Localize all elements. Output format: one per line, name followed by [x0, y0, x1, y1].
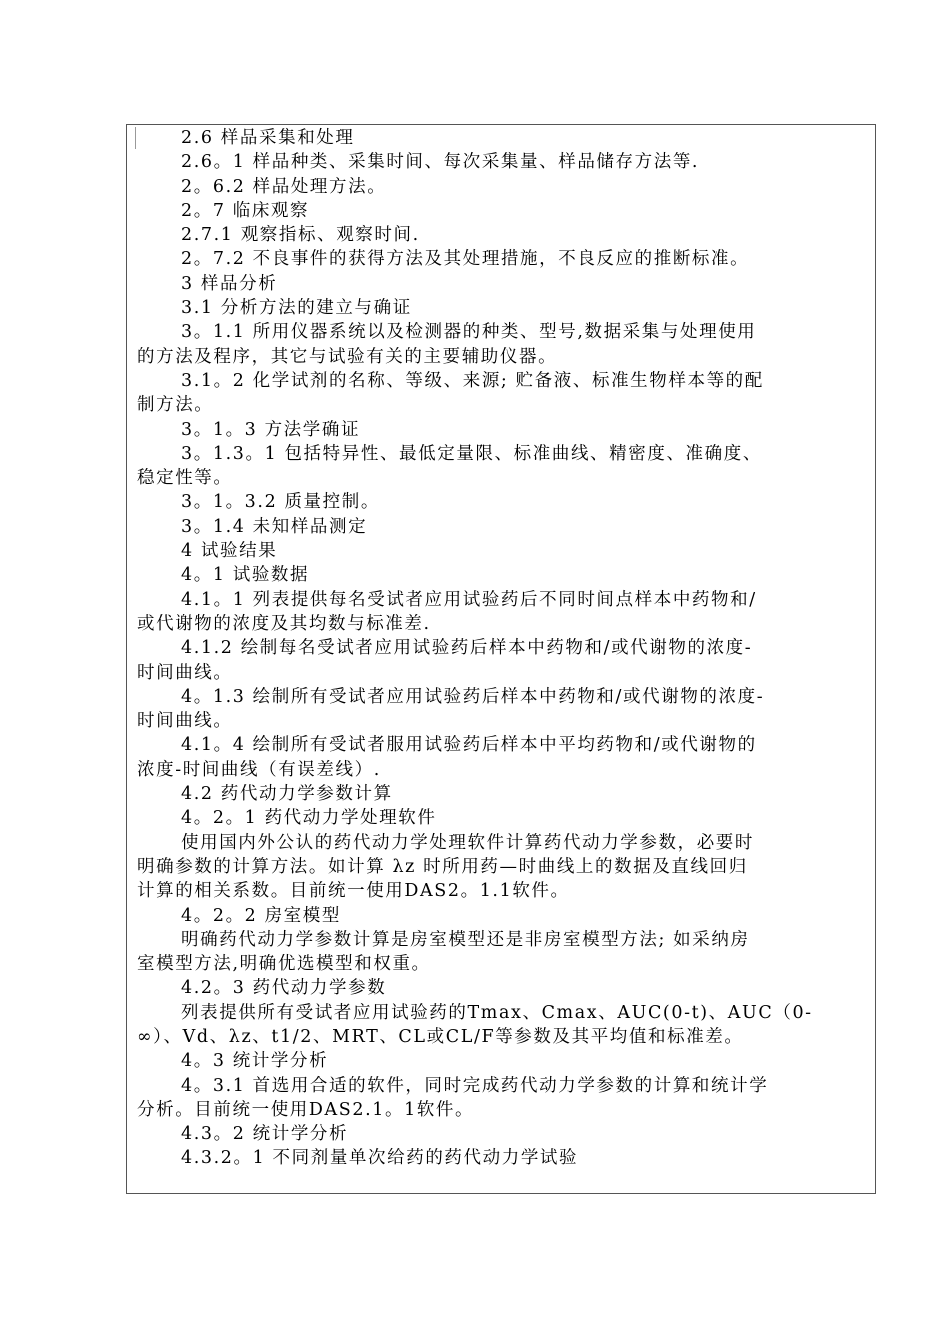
document-body — [137, 126, 867, 1171]
text-line: 2.6。1 样品种类、采集时间、每次采集量、样品储存方法等. — [181, 152, 700, 173]
text-line: 2。6.2 样品处理方法。 — [181, 176, 387, 197]
text-line: 明确药代动力学参数计算是房室模型还是非房室模型方法; 如采纳房 — [181, 929, 750, 950]
text-line: 的方法及程序，其它与试验有关的主要辅助仪器。 — [137, 346, 558, 367]
text-line: 3。1。3 方法学确证 — [181, 419, 361, 440]
text-line: 4.1。4 绘制所有受试者服用试验药后样本中平均药物和/或代谢物的 — [181, 735, 757, 756]
text-line: 使用国内外公认的药代动力学处理软件计算药代动力学参数，必要时 — [181, 832, 754, 853]
text-line: 4 试验结果 — [181, 541, 278, 562]
text-line: 4。3.1 首选用合适的软件，同时完成药代动力学参数的计算和统计学 — [181, 1075, 769, 1096]
text-line: 室模型方法,明确优选模型和权重。 — [137, 954, 431, 975]
text-line: 4。2。2 房室模型 — [181, 905, 341, 926]
text-line: 4。1 试验数据 — [181, 565, 310, 586]
text-line: 4.1.2 绘制每名受试者应用试验药后样本中药物和/或代谢物的浓度- — [181, 638, 753, 659]
text-line: 列表提供所有受试者应用试验药的Tmax、Cmax、AUC(0-t)、AUC（0- — [181, 1002, 813, 1023]
text-line: 4.2 药代动力学参数计算 — [181, 784, 393, 805]
text-line: 2.7.1 观察指标、观察时间. — [181, 225, 420, 246]
text-line: 3.1 分析方法的建立与确证 — [181, 298, 412, 319]
text-line: 4.1。1 列表提供每名受试者应用试验药后不同时间点样本中药物和/ — [181, 589, 757, 610]
text-line: 4。3 统计学分析 — [181, 1051, 329, 1072]
text-line: 稳定性等。 — [137, 468, 233, 489]
text-line: 分析。目前统一使用DAS2.1。1软件。 — [137, 1099, 475, 1120]
text-line: 4.3.2。1 不同剂量单次给药的药代动力学试验 — [181, 1148, 579, 1169]
text-line: 4.2。3 药代动力学参数 — [181, 978, 387, 999]
text-line: 3。1.4 未知样品测定 — [181, 516, 368, 537]
text-line: 4.3。2 统计学分析 — [181, 1124, 349, 1145]
text-line: 4。2。1 药代动力学处理软件 — [181, 808, 437, 829]
text-line: 浓度-时间曲线（有误差线）. — [137, 759, 381, 780]
text-line: 3 样品分析 — [181, 273, 278, 294]
text-line: 4。1.3 绘制所有受试者应用试验药后样本中药物和/或代谢物的浓度- — [181, 686, 765, 707]
text-line: 计算的相关系数。目前统一使用DAS2。1.1软件。 — [137, 881, 570, 902]
text-line: 3.1。2 化学试剂的名称、等级、来源; 贮备液、标准生物样本等的配 — [181, 370, 764, 391]
text-line: 时间曲线。 — [137, 662, 233, 683]
text-line: 3。1。3.2 质量控制。 — [181, 492, 380, 513]
text-line: 3。1.3。1 包括特异性、最低定量限、标准曲线、精密度、准确度、 — [181, 443, 762, 464]
text-line: 或代谢物的浓度及其均数与标准差. — [137, 613, 431, 634]
text-line: 2。7.2 不良事件的获得方法及其处理措施，不良反应的推断标准。 — [181, 249, 750, 270]
text-line: ∞）、Vd、λz、t1/2、MRT、CL或CL/F等参数及其平均值和标准差。 — [137, 1026, 744, 1047]
text-line: 制方法。 — [137, 395, 214, 416]
text-line: 2。7 临床观察 — [181, 200, 310, 221]
cell-left-mark — [135, 127, 136, 149]
text-line: 2.6 样品采集和处理 — [181, 128, 355, 148]
text-line: 时间曲线。 — [137, 711, 233, 732]
text-line: 3。1.1 所用仪器系统以及检测器的种类、型号,数据采集与处理使用 — [181, 322, 757, 343]
text-line: 明确参数的计算方法。如计算 λz 时所用药—时曲线上的数据及直线回归 — [137, 856, 748, 877]
